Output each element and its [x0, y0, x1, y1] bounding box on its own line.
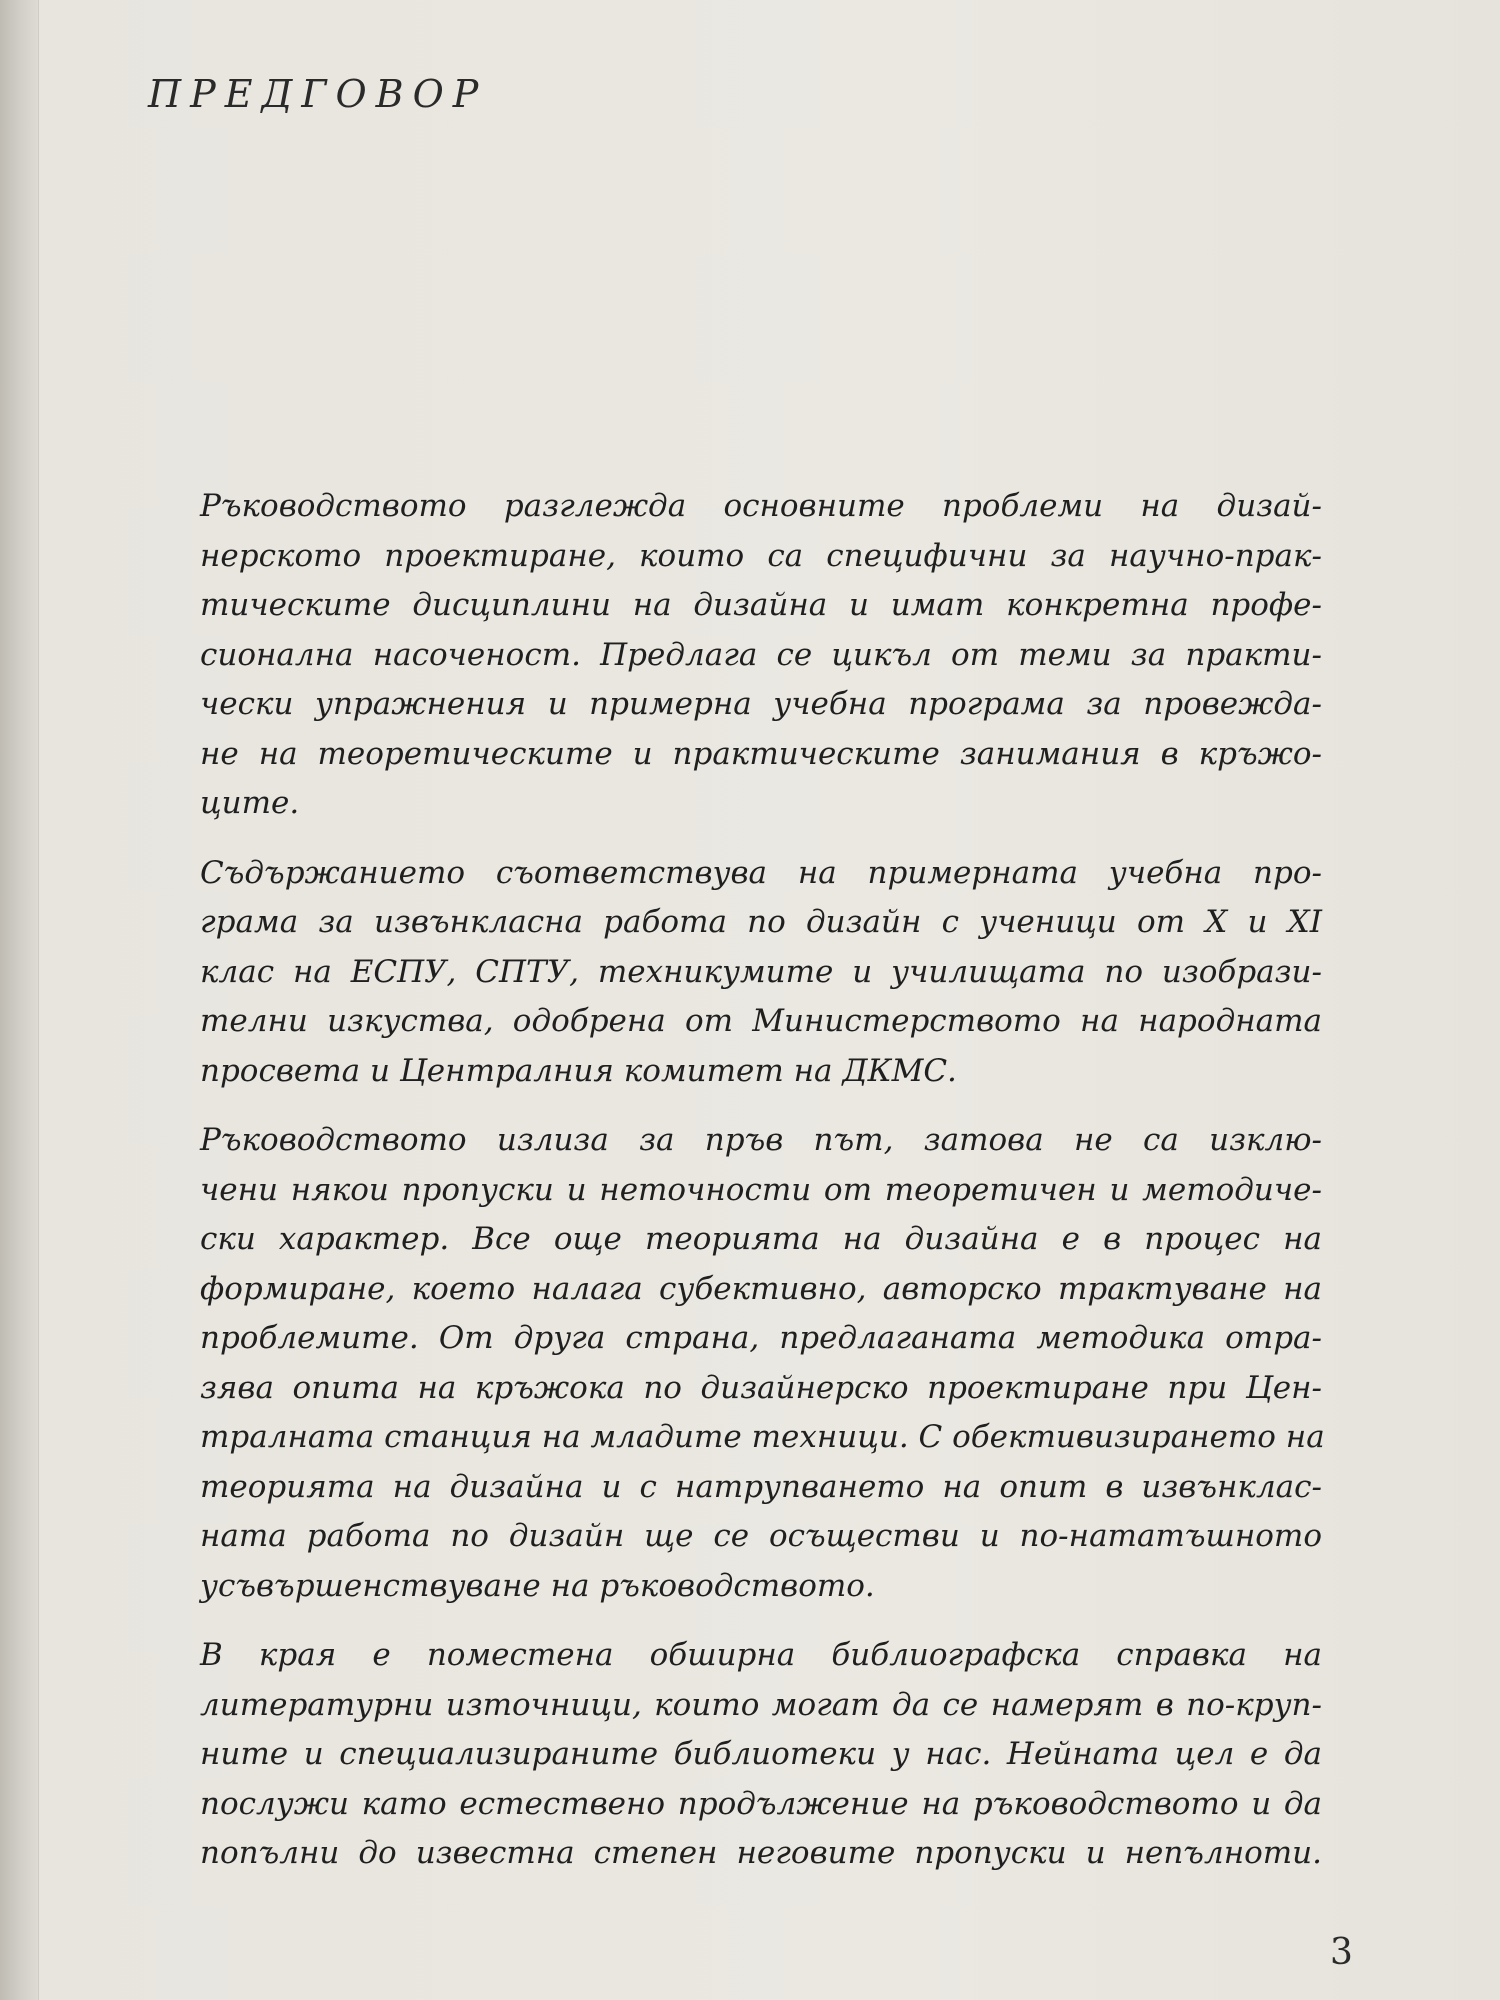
- preface-body: [200, 482, 1325, 1899]
- paragraph-3: [200, 1116, 1325, 1611]
- text-line: зява опита на кръжока по дизайнерско проектиране при Цен-: [200, 1369, 1322, 1406]
- facing-page-edge: [0, 0, 39, 2000]
- text-line: клас на ЕСПУ, СПТУ, техникумите и училищата по изобрази-: [200, 953, 1322, 990]
- text-line: литературни източници, които могат да се намерят в по-круп-: [200, 1686, 1322, 1723]
- text-line: нерското проектиране, които са специфични за научно-прак-: [200, 537, 1322, 574]
- text-line: усъвършенствуване на ръководството.: [200, 1567, 875, 1604]
- text-line: попълни до известна степен неговите пропуски и непълноти.: [200, 1835, 1322, 1871]
- text-line: тралната станция на младите техници. С обективизирането на: [200, 1419, 1325, 1455]
- paragraph-1: [200, 482, 1322, 829]
- text-line: чески упражнения и примерна учебна програма за провежда-: [200, 686, 1322, 722]
- text-line: чени някои пропуски и неточности от теоретичен и методиче-: [200, 1171, 1322, 1208]
- page-number: 3: [1330, 1932, 1353, 1973]
- text-line: ците.: [200, 785, 300, 821]
- paragraph-2: [200, 849, 1322, 1097]
- paragraph-4: [200, 1631, 1322, 1879]
- text-line: тическите дисциплини на дизайна и имат конкретна профе-: [200, 587, 1322, 623]
- text-line: телни изкуства, одобрена от Министерството на народната: [200, 1003, 1322, 1039]
- text-line: проблемите. От друга страна, предлаганата методика отра-: [200, 1320, 1322, 1356]
- text-line: В края е поместена обширна библиографска справка на: [200, 1637, 1322, 1673]
- text-line: ната работа по дизайн ще се осъществи и по-нататъшното: [200, 1518, 1322, 1554]
- text-line: послужи като естествено продължение на ръководството и да: [200, 1785, 1322, 1822]
- text-line: сионална насоченост. Предлага се цикъл от теми за практи-: [200, 636, 1322, 673]
- text-line: Ръководството излиза за пръв път, затова не са изклю-: [200, 1122, 1322, 1158]
- text-line: не на теоретическите и практическите занимания в кръжо-: [200, 735, 1322, 772]
- text-line: грама за извънкласна работа по дизайн с ученици от X и XI: [200, 904, 1322, 940]
- text-line: просвета и Централния комитет на ДКМС.: [200, 1052, 957, 1089]
- text-line: теорията на дизайна и с натрупването на опит в извънклас-: [200, 1468, 1322, 1505]
- text-line: Съдържанието съответствува на примерната учебна про-: [200, 854, 1322, 891]
- text-line: Ръководството разглежда основните проблеми на дизай-: [200, 488, 1322, 524]
- text-line: формиране, което налага субективно, авторско трактуване на: [200, 1270, 1322, 1307]
- page-title: ПРЕДГОВОР: [148, 72, 488, 116]
- text-line: ски характер. Все още теорията на дизайна е в процес на: [200, 1221, 1322, 1257]
- text-line: ните и специализираните библиотеки у нас. Нейната цел е да: [200, 1736, 1322, 1772]
